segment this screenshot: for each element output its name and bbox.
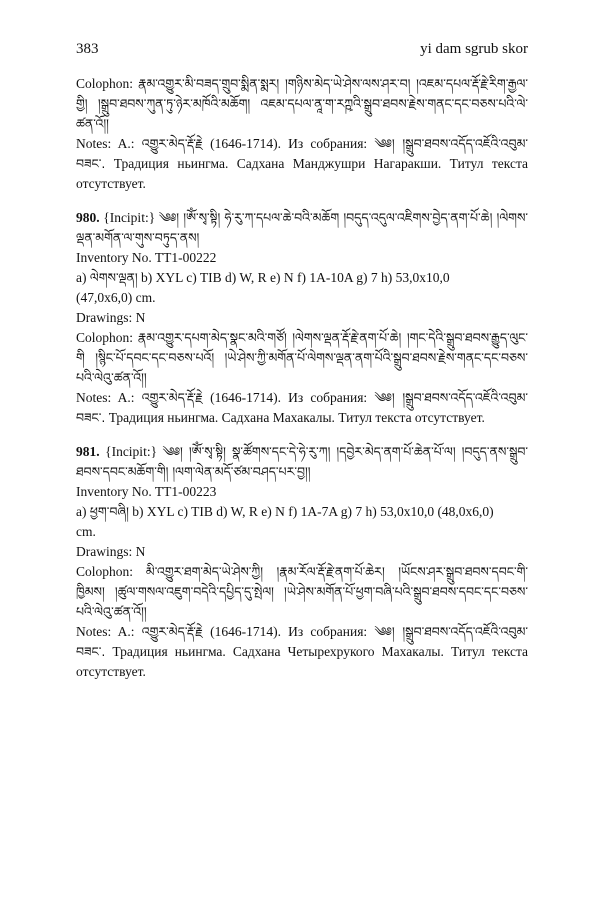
field-a-value: ཕྱག་བཞི། [89, 504, 129, 519]
notes-dates: (1646-1714). [210, 624, 281, 639]
notes-description: Традиция ньингма. Садхана Махакалы. Титул текста отсутствует. [108, 410, 485, 425]
drawings-981: Drawings: N [76, 544, 146, 559]
notes-from: Из собрания: [288, 136, 368, 151]
colophon-label: Colophon: [76, 76, 134, 91]
notes-author: འགྱུར་མེད་རྡོ་རྗེ [141, 136, 203, 151]
fields-981 [76, 502, 528, 522]
fields-rest: b) XYL c) TIB d) W, R e) N f) 1A-10A g) 7 h) 53,0x10,0 [141, 270, 450, 285]
page-header [76, 38, 528, 60]
notes-979 [76, 134, 528, 194]
running-title: yi dam sgrub skor [420, 41, 528, 57]
notes-author: འགྱུར་མེད་རྡོ་རྗེ [141, 390, 203, 405]
notes-description: Традиция ньингма. Садхана Манджушри Нагаракши. Титул текста отсутствует. [76, 156, 528, 191]
fields-980 [76, 268, 528, 288]
notes-label: Notes: A.: [76, 624, 135, 639]
page-body [76, 74, 528, 682]
notes-981 [76, 622, 528, 682]
notes-980 [76, 388, 528, 428]
notes-from: Из собрания: [288, 624, 368, 639]
incipit-label: {Incipit:} [103, 210, 156, 225]
field-a-label: a) [76, 270, 87, 285]
notes-dates: (1646-1714). [210, 136, 281, 151]
notes-author: འགྱུར་མེད་རྡོ་རྗེ [141, 624, 203, 639]
colophon-981 [76, 562, 528, 622]
notes-collection: ༄༅། །སྒྲུབ་ཐབས་འདོད་འཇོའི་འབུམ་བཟང་. [76, 624, 528, 659]
notes-collection: ༄༅། །སྒྲུབ་ཐབས་འདོད་འཇོའི་འབུམ་བཟང་. [76, 136, 528, 171]
colophon-980 [76, 328, 528, 388]
incipit-981 [76, 442, 528, 482]
page-number: 383 [76, 41, 99, 57]
incipit-label: {Incipit:} [105, 444, 158, 459]
notes-label: Notes: A.: [76, 390, 135, 405]
notes-label: Notes: A.: [76, 136, 135, 151]
notes-description: Традиция ньингма. Садхана Четырехрукого Махакалы. Титул текста отсутствует. [76, 644, 528, 679]
colophon-label: Colophon: [76, 564, 134, 579]
fields-dims-981: cm. [76, 524, 96, 539]
colophon-text: རྣམ་འགྱུར་མི་བཟད་གྲུབ་སྨིན་སྨར། །གཉིས་མེད་ཡེ་ཤེས་ལས་ཤར་བ། །འཇམ་དཔལ་རྡོ་རྗེ་རིག་རྒྱལ་གྱི། །སྒྲུབ་ཐབས་ཀུན་ཏུ་ཉེར་མཁོའི་མཆོག། འཇམ་དཔལ་ནཱ་ག་རཀྵའི་སྒྲུབ་ཐབས་རྗེས་གནང་དང་བཅས་པའི་ལེ་ཚན་འོ།། [76, 76, 528, 131]
field-a-value: ལེགས་ལྡན། [89, 270, 138, 285]
entry-number: 980. [76, 210, 100, 225]
colophon-979 [76, 74, 528, 134]
inventory-980: Inventory No. TT1-00222 [76, 250, 217, 265]
field-a-label: a) [76, 504, 87, 519]
entry-number: 981. [76, 444, 100, 459]
incipit-text: ༄༅། །ཨོཾ་སྭ་སྟི། ཧེ་རུ་ཀ་དཔལ་ཆེ་བའི་མཆོག །བདུད་འདུལ་འཇིགས་བྱེད་ནག་པོ་ཆེ། །ལེགས་ལྡན་མགོན་ལ་གུས་བཏུད་ནས། [76, 210, 529, 245]
colophon-label: Colophon: [76, 330, 134, 345]
colophon-text: རྣམ་འགྱུར་དཔག་མེད་སྣང་མའི་གཙོ། །ལེགས་ལྡན་རྡོ་རྗེ་ནག་པོ་ཆེ། །གང་དེའི་སྒྲུབ་ཐབས་རྒྱུད་ལུང་གི །སྙིང་པོ་དབང་དང་བཅས་པའོ། །ཡེ་ཤེས་ཀྱི་མགོན་པོ་ལེགས་ལྡན་ནག་པོའི་སྒྲུབ་ཐབས་རྗེས་གནང་དང་བཅས་པའི་ལེའུ་ཚན་འོ།། [76, 330, 528, 385]
drawings-980: Drawings: N [76, 310, 146, 325]
fields-dims-980: (47,0x6,0) cm. [76, 290, 156, 305]
notes-collection: ༄༅། །སྒྲུབ་ཐབས་འདོད་འཇོའི་འབུམ་བཟང་. [76, 390, 528, 425]
inventory-981: Inventory No. TT1-00223 [76, 484, 217, 499]
fields-rest: b) XYL c) TIB d) W, R e) N f) 1A-7A g) 7 h) 53,0x10,0 (48,0x6,0) [132, 504, 494, 519]
incipit-980 [76, 208, 528, 248]
notes-dates: (1646-1714). [210, 390, 281, 405]
colophon-text: མི་འགྱུར་ཐག་མེད་ཡེ་ཤེས་ཀྱི། །རྣམ་རོལ་རྡོ་རྗེ་ནག་པོ་ཆེར། །ཡོངས་ཤར་སྒྲུབ་ཐབས་དབང་གི་ཁྱིམས། །ཚུལ་གསལ་འཇུག་བདེའི་དཔྱིད་དུ་སྤེལ། །ཡེ་ཤེས་མགོན་པོ་ཕྱག་བཞི་པའི་སྒྲུབ་ཐབས་དབང་དང་བཅས་པའི་ལེའུ་ཚན་འོ།། [76, 564, 528, 619]
notes-from: Из собрания: [288, 390, 368, 405]
incipit-text: ༄༅། །ཨོཾ་སྭ་སྟི། སྣ་ཚོགས་དང་དེ་ཧེ་རུ་ཀ། །དབྱེར་མེད་ནག་པོ་ཆེན་པོ་ལ། །བདུད་ནས་སྒྲུབ་ཐབས་དབང་མཆོག་གི། །ལག་ལེན་མདོ་ཙམ་བཤད་པར་བྱ།། [76, 444, 529, 479]
